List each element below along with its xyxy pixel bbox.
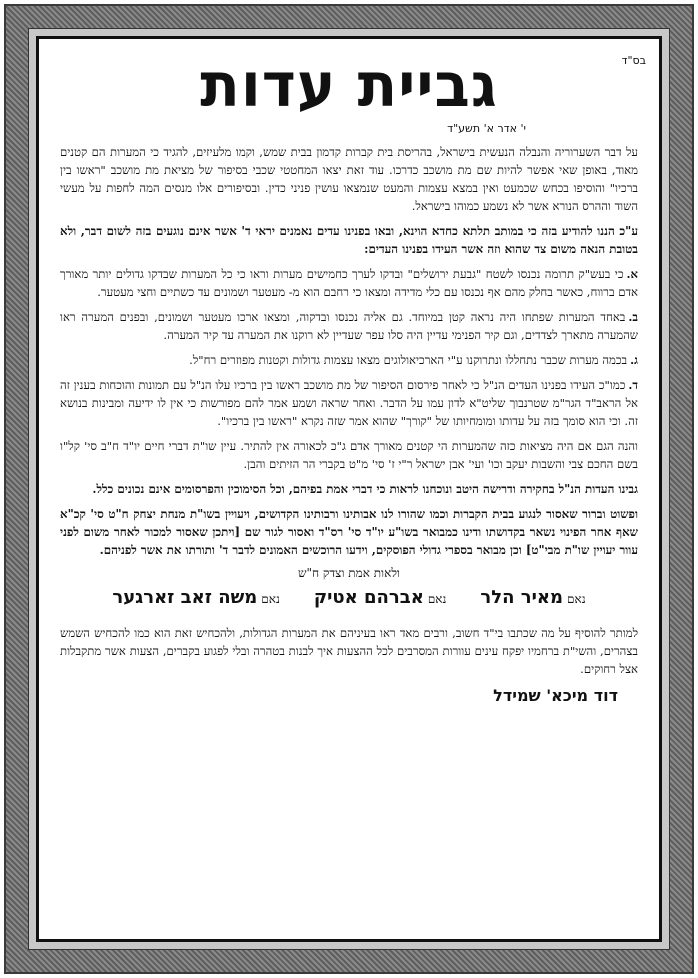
signature-name: אברהם אטיק bbox=[313, 587, 424, 608]
signature-prefix: נאם bbox=[261, 592, 280, 606]
testimony-item-b bbox=[60, 308, 638, 344]
testimony-item-c bbox=[60, 351, 638, 369]
signature bbox=[480, 587, 585, 608]
final-signature: דוד מיכא' שמידל bbox=[493, 686, 618, 705]
ruling-paragraph: ופשוט וברור שאסור לנגוע בבית הקברות וכמו שהורו לנו אבותינו ורבותינו הקדושים, ויעויין בשו"ת מנחת יצחק ח"ט סי' קכ"א שאף אחר הפינוי נשאר בקדושתו ודינו כמבואר בשו"ע יו"ד סי' רס"ד ואסור לגור שם [ויתכן שאסור למכור לאחר משום לפני עוור יעויין שו"ת מבי"ט] וכן מבואר בספרי גדולי הפוסקים, וידעו הרוכשים האמונים לדבר ד' ותורתו את אשר לפניהם. bbox=[60, 507, 638, 557]
declaration-paragraph: ע"כ הננו להודיע בזה כי במותב תלתא כחדא הוינא, ובאו בפנינו עדים נאמנים יראי ד' אשר אינם נוגעים בזה לשום דבר, ולא בטובת הנאה משום צד שהוא וזה אשר העידו בפנינו העדים: bbox=[60, 224, 638, 256]
bsd-mark: בס"ד bbox=[621, 54, 646, 67]
item-text: כמו"כ העידו בפנינו העדים הנ"ל כי לאחר פירסום הסיפור של מת מושכב ראשו בין ברכיו עלו הנ"ל עם תמונות והוכחות בענין זה אל הראב"ד הגר"מ שטרנבוך שליט"א לדון עמו על הדבר. ואחר שראה ושמע אמר להם מפורשות כי אין לו ידיעה ומבינות בנושא זה. וכי הוא סומך בזה על עדותו ומומחיותו של "קורך" שהוא אמר שזה נקרא "ראשו בין ברכיו". bbox=[60, 378, 638, 428]
halachic-note: והנה הגם אם היה מציאות כזה שהמערות הי קטנים מאורך אדם ג"כ לכאורה אין להתיר. עיין שו"ת דברי חיים יו"ד ח"ב סי' קל"ו בשם החכם צבי והשבות יעקב וכו' ועי' אבן ישראל ר"י ז' סי' מ"ט בקברי הר הזיתים והבן. bbox=[60, 439, 638, 471]
item-text: באחד המערות שפתחו היה נראה קטן במיוחד. גם אליה נכנסו ובדקוה, ומצאו ארכו מעטער ושמונים, ובפנים המערה ראו שהמערה מתארך לצדדים, וגם קיר הפנימי עדיין היה סלו עפר שעדיין לא רוקנו את המערה עד קיר המערה. bbox=[60, 310, 638, 342]
signature bbox=[112, 587, 279, 608]
verification-paragraph: גבינו העדות הנ"ל בחקירה ודרישה היטב ונוכחנו לראות כי דברי אמת בפיהם, וכל הסימוכין והפרסומים אינם נכונים כלל. bbox=[92, 482, 638, 496]
item-label: ד. bbox=[628, 378, 638, 392]
signatures-row bbox=[60, 587, 638, 608]
testimony-item-a bbox=[60, 265, 638, 301]
document-page bbox=[42, 42, 656, 936]
signature-prefix: נאם bbox=[427, 592, 447, 606]
item-label: א. bbox=[626, 267, 638, 281]
testimony-item-d bbox=[60, 376, 638, 430]
document-date: י' אדר א' תשע"ד bbox=[447, 122, 526, 135]
item-text: כי בעש"ק תרומה נכנסו לשטח "גבעת ירושלים" ובדקו לערך כחמישים מערות וראו כי כל המערות שבדקו גדולים יותר מאורך אדם ברווח, כאשר בחלק מהם אף נכנסו עם כלי מדידה ומצאו כי רחבם הוא מ- מעטער ושמונים עד כשתיים וחצי מעטער. bbox=[60, 267, 638, 299]
intro-paragraph: על דבר השערוריה והנבלה הנעשית בישראל, בהריסת בית קברות קדמון בבית שמש, וקמו מלעיזים, להגיד כי המערות הם קטנים מאוד, באופן שאי אפשר להיות שם מת מושכב כדרכו. עוד זאת יצאו המחטטי שכבי בסיפור של מציאת מת מושכב "ראשו בין ברכיו" והוסיפו בכחש שכמעט ואין במצא עצמות והמעט שנמצאו עושין פניני כדין. ובסיפורים אלו מנסים המה לחפות על מעשי השוד וההרס הנורא אשר לא נשמע כמוהו בישראל. bbox=[60, 145, 638, 213]
witness-line: ולאות אמת וצדק ח"ש bbox=[297, 566, 401, 580]
signature-prefix: נאם bbox=[567, 592, 586, 606]
item-label: ב. bbox=[628, 310, 638, 324]
item-text: בכמה מערות שכבר נתחללו ונתרוקנו ע"י הארכיאולוגים מצאו עצמות גדולות וקטנות מפוזרים רח"ל. bbox=[189, 353, 628, 367]
signature-name: משה זאב זארגער bbox=[112, 587, 258, 608]
document-title: גביית עדות bbox=[200, 49, 498, 121]
item-label: ג. bbox=[630, 353, 638, 367]
signature-name: מאיר הלר bbox=[480, 587, 564, 608]
signature bbox=[314, 587, 447, 608]
postscript-paragraph: למותר להוסיף על מה שכתבו בי"ד חשוב, ורבים מאד ראו בעיניהם את המערות הגדולות, ולהכחיש זאת הוא כמו להכחיש השמש בצהרים, והשי"ת ברחמיו יפקח עינים עוורות המסרבים לכל ההצעות איך לבנות בטהרה ובלי לפגוע בקברים, הצעות אשר מתקבלות אצל רחוקים. bbox=[60, 626, 638, 676]
